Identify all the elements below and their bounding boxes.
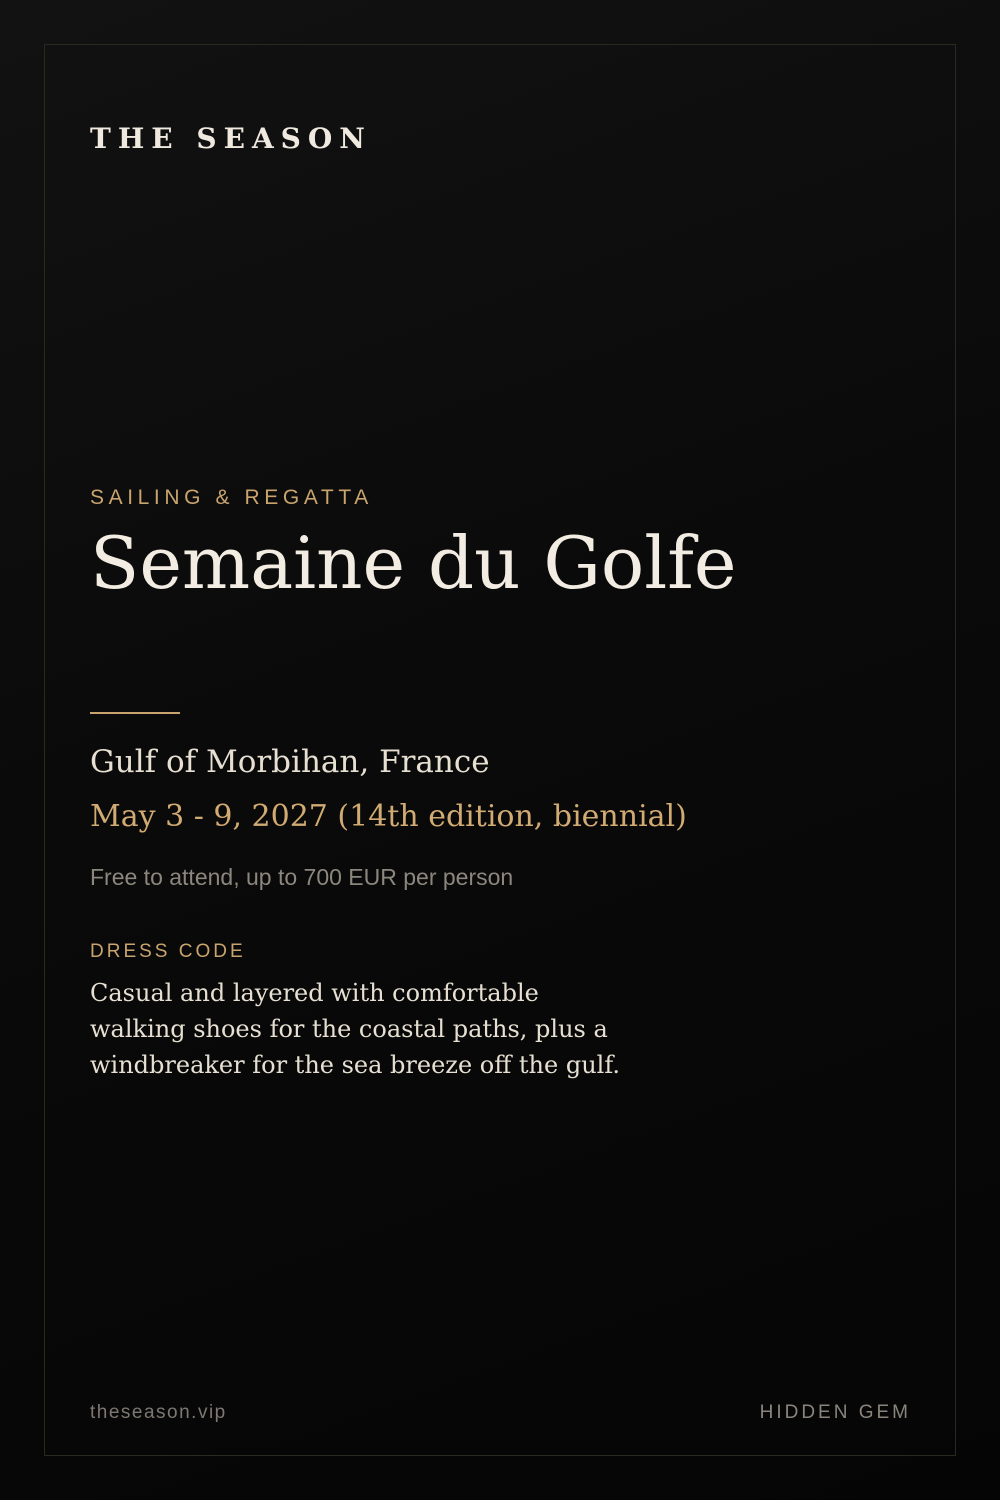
brand-wordmark: THE SEASON — [90, 122, 372, 155]
event-price: Free to attend, up to 700 EUR per person — [90, 864, 514, 890]
event-title: Semaine du Golfe — [90, 521, 737, 605]
footer-tag: HIDDEN GEM — [759, 1402, 911, 1423]
event-location: Gulf of Morbihan, France — [90, 744, 490, 780]
dress-code-text: Casual and layered with comfortable walking shoes for the coastal paths, plus a windbreaker for the sea breeze off the gulf. — [90, 979, 620, 1079]
divider-rule — [90, 712, 180, 714]
dress-code-label: DRESS CODE — [90, 941, 246, 962]
event-category: SAILING & REGATTA — [90, 486, 373, 509]
footer-site-link[interactable]: theseason.vip — [90, 1402, 227, 1423]
event-dates: May 3 - 9, 2027 (14th edition, biennial) — [90, 799, 687, 834]
